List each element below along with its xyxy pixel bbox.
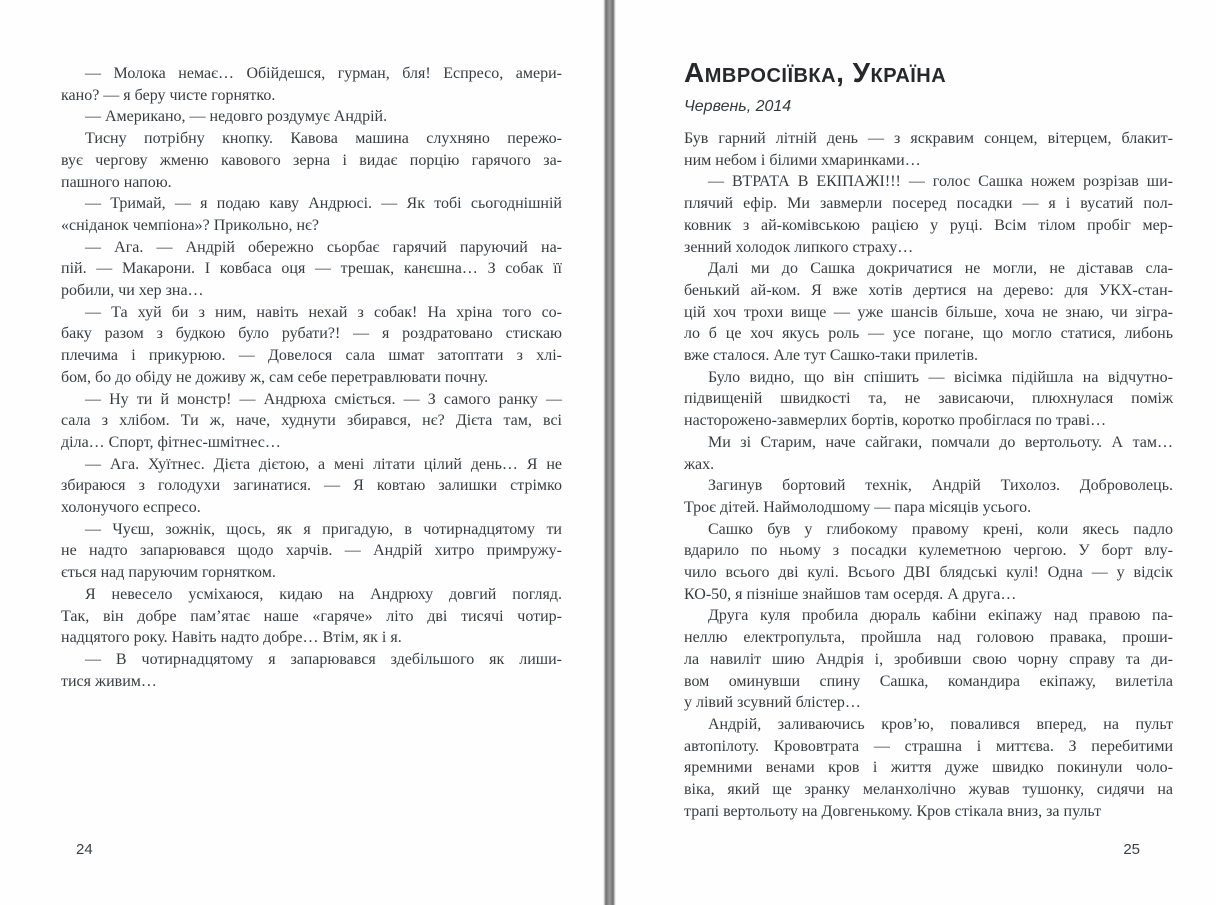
text-line: вже сталося. Але тут Сашко-таки прилетів. [684, 347, 979, 365]
text-line: Був гарний літній день — з яскравим сонцем, вітерцем, блакит- [684, 130, 1173, 147]
text-line: Троє дітей. Наймолодшому — пара місяців усього. [684, 498, 1032, 516]
paragraph [61, 584, 562, 649]
text-line: віка, який ще зранку меланхолічно жував тушонку, сидячи на [684, 781, 1173, 799]
text-line: плячий ефір. Ми завмерли посеред посадки — я і вусатий пол- [684, 195, 1173, 213]
text-line: кано? — я беру чисте горнятко. [61, 86, 276, 104]
text-line: Було видно, що він спішить — вісімка підійшла на відчутно- [708, 368, 1173, 386]
right-page [616, 0, 1216, 905]
paragraph [61, 106, 562, 128]
text-line: — Американо, — недовго роздумує Андрій. [85, 108, 388, 126]
text-line: ється над паруючим горнятком. [61, 564, 276, 582]
paragraph [61, 649, 562, 692]
text-line: Я невесело усміхаюся, кидаю на Андрюху довгий погляд. [85, 585, 562, 603]
text-line: ла навиліт шию Андрія і, зробивши свою чорну справу та ди- [684, 650, 1173, 668]
text-line: — Ну ти й монстр! — Андрюха сміється. — З самого ранку — [85, 390, 562, 408]
text-line: вом оминувши спину Сашка, командира екіпажу, вилетіла [684, 672, 1173, 690]
text-line: Андрій, заливаючись кров’ю, повалився вперед, на пульт [708, 715, 1173, 733]
paragraph [684, 367, 1173, 432]
text-line: — Ага. — Андрій обережно сьорбає гарячий паруючий на- [85, 238, 562, 256]
paragraph [61, 63, 562, 106]
text-line: бенький ай-ком. Я вже хотів дертися на дерево: для УКХ-стан- [684, 281, 1173, 299]
text-line: сала з хлібом. Ти ж, наче, худнути збирався, нє? Дієта там, всі [61, 412, 562, 430]
text-line: «сніданок чемпіона»? Прикольно, нє? [61, 216, 319, 234]
paragraph [684, 519, 1173, 606]
text-line: пашного напою. [61, 173, 172, 191]
paragraph [684, 475, 1173, 518]
text-line: тися живим… [61, 672, 157, 690]
paragraph [61, 519, 562, 584]
text-line: Ми зі Старим, наче сайгаки, помчали до вертольоту. А там… [708, 433, 1173, 451]
text-line: Так, він добре пам’ятає наше «гаряче» літо дві тисячі чотир- [61, 607, 562, 625]
text-line: — Тримай, — я подаю каву Андрюсі. — Як тобі сьогоднішній [85, 195, 562, 213]
text-line: — Ага. Хуїтнес. Дієта дієтою, а мені літати цілий день… Я не [85, 455, 562, 473]
text-line: насторожено-завмерлих бортів, коротко пробіглася по траві… [684, 412, 1107, 430]
text-line: холонучого еспресо. [61, 499, 201, 517]
book-gutter-divider [603, 0, 616, 905]
text-line: трапі вертольоту на Довгенькому. Кров стікала вниз, за пульт [684, 802, 1102, 820]
text-line: неллю електропульта, пройшла над головою правака, проши- [684, 629, 1173, 647]
text-line: Тисну потрібну кнопку. Кавова машина слухняно пережо- [85, 130, 562, 148]
text-line: — Чуєш, зожнік, щось, як я пригадую, в чотирнадцятому ти [85, 520, 562, 538]
paragraph [684, 128, 1173, 171]
left-page [0, 0, 603, 905]
right-page-text [684, 128, 1173, 823]
text-line: автопілоту. Крововтрата — страшна і миттєва. З перебитими [684, 737, 1173, 755]
text-line: жах. [684, 455, 715, 473]
text-line: плечима і прикурюю. — Довелося сала шмат затоптати з хлі- [61, 347, 562, 365]
text-line: цій хоч трохи вище — уже шансів більше, хоча не знаю, чи зігра- [684, 303, 1173, 321]
left-page-number: 24 [76, 841, 93, 858]
right-page-number: 25 [1123, 841, 1140, 858]
paragraph [684, 258, 1173, 367]
text-line: зенний холодок липкого страху… [684, 238, 914, 256]
text-line: — Та хуй би з ним, навіть нехай з собак! На хріна того со- [85, 303, 562, 321]
text-line: Друга куля пробила дюраль кабіни екіпажу над правою па- [708, 607, 1173, 625]
text-line: вує чергову жменю кавового зерна і видає порцію гарячого за- [61, 151, 562, 169]
text-line: діла… Спорт, фітнес-шмітнес… [61, 433, 281, 451]
text-line: Загинув бортовий технік, Андрій Тихолоз. Доброволець. [708, 477, 1173, 495]
text-line: баку разом з будкою було рубати?! — я роздратовано стискаю [61, 325, 562, 343]
text-line: у лівий зсувний блістер… [684, 694, 861, 712]
paragraph [61, 237, 562, 302]
chapter-date: Червень, 2014 [684, 98, 792, 115]
text-line: чило всього дві кулі. Всього ДВІ блядські кулі! Одна — у відсік [684, 564, 1173, 582]
paragraph [61, 128, 562, 193]
paragraph [61, 454, 562, 519]
paragraph [61, 389, 562, 454]
text-line: ло б це хоч якусь роль — усе погане, що могло статися, либонь [684, 325, 1173, 343]
paragraph [684, 605, 1173, 714]
paragraph [684, 171, 1173, 258]
text-line: бом, бо до обіду не доживу ж, сам себе перетравлювати почну. [61, 368, 489, 386]
text-line: Далі ми до Сашка докричатися не могли, не діставав сла- [708, 260, 1173, 278]
left-page-text [61, 63, 562, 692]
paragraph [684, 432, 1173, 475]
text-line: — В чотирнадцятому я запарювався здебільшого як лиши- [85, 650, 562, 668]
text-line: Сашко був у глибокому правому крені, коли якесь падло [708, 520, 1173, 538]
text-line: ним небом і білими хмаринками… [684, 151, 921, 169]
text-line: підвищеній швидкості та, не зависаючи, плюхнулася поміж [684, 390, 1173, 408]
text-line: не надто запарювався щодо харчів. — Андрій хитро примружу- [61, 542, 562, 560]
text-line: вдарило по ньому з посадки кулеметною чергою. У борт влу- [684, 542, 1173, 560]
text-line: ковник з ай-комівською рацією у руці. Всім тілом пробіг мер- [684, 216, 1173, 234]
paragraph [684, 714, 1173, 823]
text-line: робили, чи хер зна… [61, 282, 204, 300]
paragraph [61, 193, 562, 236]
text-line: КО-50, я пізніше знайшов там осердя. А друга… [684, 585, 1017, 603]
paragraph [61, 302, 562, 389]
chapter-title: Амвросіївка, Україна [684, 57, 947, 88]
text-line: — ВТРАТА В ЕКІПАЖІ!!! — голос Сашка ножем розрізав ши- [708, 173, 1173, 191]
text-line: надцятого року. Навіть надто добре… Втім, як і я. [61, 629, 402, 647]
text-line: — Молока немає… Обійдешся, гурман, бля! Еспресо, амери- [85, 65, 562, 82]
text-line: яремними венами кров і життя дуже швидко покинули чоло- [684, 759, 1173, 777]
text-line: збираюся з голодухи загинатися. — Я ковтаю залишки стрімко [61, 477, 562, 495]
text-line: пій. — Макарони. І ковбаса оця — трешак, канєшна… З собак її [61, 260, 562, 278]
